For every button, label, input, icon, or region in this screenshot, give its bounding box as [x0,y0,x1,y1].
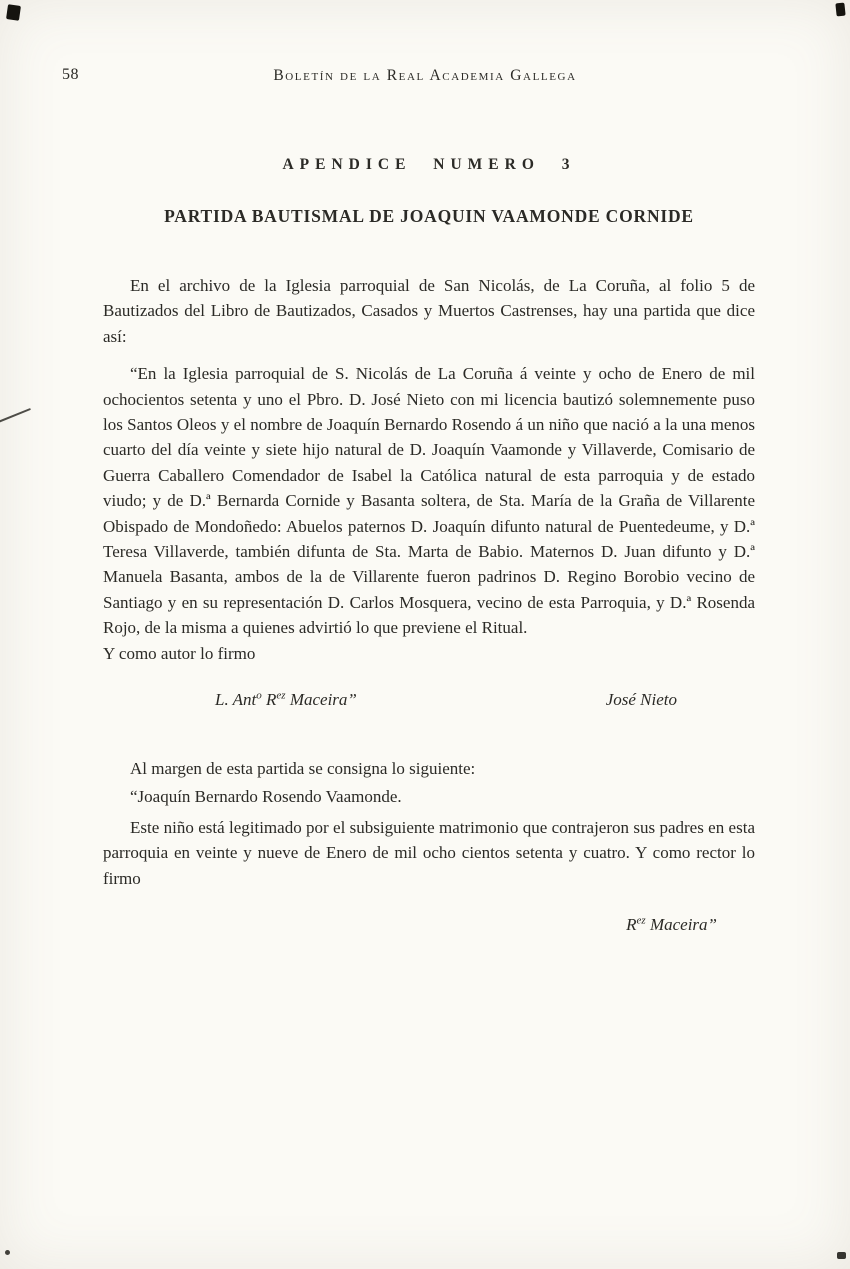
document-title: PARTIDA BAUTISMAL DE JOAQUIN VAAMONDE CORNIDE [164,206,694,226]
line-author-signs: Y como autor lo firmo [103,643,256,663]
running-header: Boletín de la Real Academia Gallega [273,67,577,84]
scan-artifact-top-right [835,3,845,17]
signature-maceira-final-text: Maceira” [645,915,717,935]
scan-artifact-top-left [6,4,21,21]
paragraph-legitimation: Este niño está legitimado por el subsiguiente matrimonio que contrajeron sus padres en esta parroquia en veinte y nueve de Enero de mil ocho cientos setenta y cuatro. Y como rector lo firmo [103,817,755,888]
signature-maceira-superscript: o [256,689,262,702]
appendix-heading: APENDICE NUMERO 3 [282,156,576,173]
scan-artifact-bottom-left [5,1250,10,1255]
signature-maceira [215,690,357,710]
signature-maceira-final [626,915,717,934]
paragraph-margin-intro: Al margen de esta partida se consigna lo siguiente: [130,759,476,779]
final-signature-row [103,915,755,935]
scan-artifact-bottom-right [837,1252,846,1259]
signature-maceira-text: R [261,690,277,710]
page-header [0,66,850,88]
margin-note-block [103,756,755,891]
scan-artifact-pen-stroke [0,408,31,424]
signature-maceira-superscript: ez [276,689,286,702]
signature-maceira-text: Maceira” [285,690,357,710]
signature-maceira-final-text: R [626,915,637,935]
page-content [103,156,755,935]
signature-maceira-text: L. Ant [215,690,257,710]
signature-nieto: José Nieto [605,690,677,710]
signature-row [103,666,755,710]
paragraph-baptismal-record: “En la Iglesia parroquial de S. Nicolás de La Coruña á veinte y ocho de Enero de mil ochocientos setenta y uno el Pbro. D. José Nieto con mi licencia bautizó solemnemente puso los Santos Oleos y el nombre de Joaquín Bernardo Rosendo á un niño que nació a la una menos cuarto del día veinte y siete hijo natural de D. Joaquín Vaamonde y Villaverde, Comisario de Guerra Caballero Comendador de Isabel la Católica natural de esta parroquia y de estado viudo; y de D.ª Bernarda Cornide y Basanta soltera, de Sta. María de la Graña de Villarente Obispado de Mondoñedo: Abuelos paternos D. Joaquín difunto natural de Puentedeume, y D.ª Teresa Villaverde, también difunta de Sta. Marta de Babio. Maternos D. Juan difunto y D.ª Manuela Basanta, ambos de la de Villarente fueron padrinos D. Regino Borobio vecino de Santiago y en su representación D. Carlos Mosquera, vecino de esta Parroquia, y D.ª Rosenda Rojo, de la misma a quienes advirtió lo que previene el Ritual. [103,364,755,638]
line-margin-name: “Joaquín Bernardo Rosendo Vaamonde. [130,786,402,806]
paragraph-intro: En el archivo de la Iglesia parroquial de San Nicolás, de La Coruña, al folio 5 de Bautizados del Libro de Bautizados, Casados y Muertos Castrenses, hay una partida que dice así: [103,276,755,346]
signature-maceira-final-superscript: ez [636,914,646,927]
page-number: 58 [62,66,79,83]
